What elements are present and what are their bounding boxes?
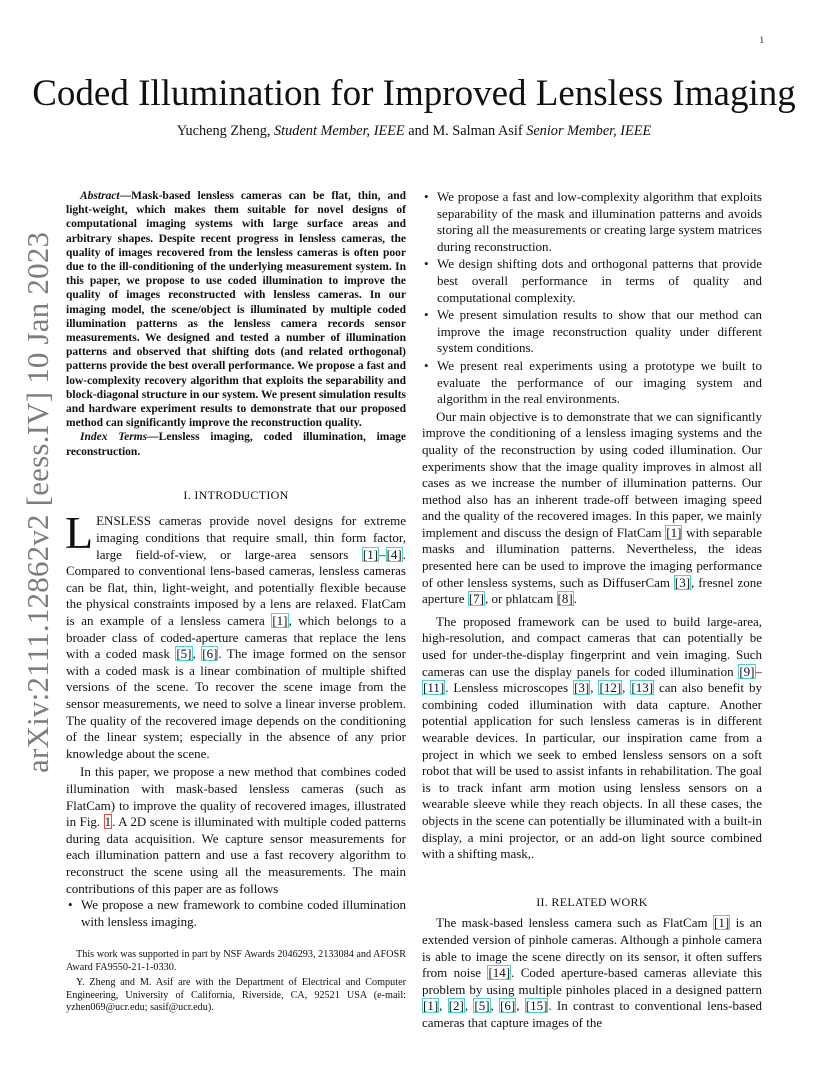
intro-paragraph-3 <box>422 409 762 608</box>
text-span: , or phlatcam <box>485 591 557 607</box>
citation-link[interactable]: [4] <box>386 546 402 562</box>
citation-link[interactable]: [2] <box>448 998 464 1014</box>
index-terms <box>66 430 406 458</box>
right-column <box>422 189 762 1032</box>
citation-link[interactable]: [11] <box>423 680 445 696</box>
text-span: , which belongs to a broader class of coded-aperture cameras that replace the lens with a coded mask <box>66 613 407 662</box>
arxiv-stamp: arXiv:2111.12862v2 [eess.IV] 10 Jan 2023 <box>20 231 55 773</box>
citation-link[interactable]: [15] <box>525 998 548 1014</box>
text-span: is an extended version of pinhole cameras. Although a pinhole camera is able to image the scene directly on its sensor, it often suffers from noise <box>422 915 762 981</box>
citation-link[interactable]: [9] <box>739 663 755 679</box>
citation-link[interactable]: [5] <box>176 646 192 662</box>
index-terms-label: Index Terms <box>80 431 148 444</box>
abstract-label: Abstract <box>80 190 120 202</box>
text-span: , <box>622 680 631 696</box>
citation-link[interactable]: [13] <box>631 680 654 696</box>
text-span: – <box>379 546 386 562</box>
text-span: . Coded aperture-based cameras alleviate this problem by using multiple pinholes placed in a designed pattern <box>422 965 762 997</box>
author-line <box>0 122 828 140</box>
citation-link[interactable]: [1] <box>423 998 439 1014</box>
citation-link[interactable]: [3] <box>574 680 590 696</box>
citation-link[interactable]: [1] <box>714 915 730 931</box>
author-1-role: Student Member, IEEE <box>274 123 405 139</box>
text-span: , <box>590 680 599 696</box>
text-span: with separable masks and illumination patterns. Nevertheless, the ideas presented here can be used to improve the imaging performance of other lensless systems, such as DiffuserCam <box>422 524 762 590</box>
contribution-list-continued <box>422 189 762 408</box>
text-span: ENSLESS cameras provide novel designs for extreme imaging conditions that require small, thin form factor, large field-of-view, or large-area sensors <box>96 513 406 562</box>
contribution-item: • We present real experiments using a prototype we built to evaluate the performance of our imaging system and algorithm in the real environments. <box>422 358 762 408</box>
abstract-text: —Mask-based lensless cameras can be flat, thin, and light-weight, which makes them suitable for novel designs of computational imaging systems with large surface areas and arbitrary shapes. Despite recent progress in lensless cameras, the quality of images recovered from the lensless cameras is often poor due to the ill-conditioning of the underlying measurement system. In this paper, we propose to use coded illumination to improve the quality of images reconstructed with lensless cameras. In our imaging model, the scene/object is illuminated by multiple coded illumination patterns as the lensless camera records sensor measurements. We designed and tested a number of illumination patterns and observed that shifting dots (and related orthogonal) patterns provide the best overall performance. We propose a fast and low-complexity recovery algorithm that exploits the separability and block-diagonal structure in our system. We present simulation results and hardware experiment results to demonstrate that our proposed method can significantly improve the reconstruction quality. <box>66 190 406 430</box>
index-terms-text: —Lensless imaging, coded illumination, image reconstruction. <box>66 431 406 458</box>
text-span: . The image formed on the sensor with a coded mask is a linear combination of multiple shifted versions of the scene. To recover the scene image from the sensor measurements, we need to solve a linear inverse problem. The quality of the recovered image depends on the conditioning of the linear system; especially in the absence of any prior knowledge about the scene. <box>66 646 406 761</box>
citation-link[interactable]: [3] <box>674 574 691 590</box>
text-span: , <box>439 998 448 1014</box>
contribution-item: • We present simulation results to show that our method can improve the image reconstruction quality under different system conditions. <box>422 307 762 357</box>
citation-link[interactable]: [14] <box>488 965 511 981</box>
left-column <box>66 189 406 931</box>
affiliation-note: Y. Zheng and M. Asif are with the Department of Electrical and Computer Engineering, University of California, Riverside, CA, 92521 USA (e-mail: yzhen069@ucr.edu; sasif@ucr.edu). <box>66 977 406 1014</box>
author-2-role: Senior Member, IEEE <box>526 123 652 139</box>
drop-cap: L <box>65 507 94 559</box>
text-span: . A 2D scene is illuminated with multiple coded patterns during data acquisition. We capture sensor measurements for each illumination pattern and use a fast recovery algorithm to reconstruct the scene using all the measurements. The main contributions of this paper are as follows <box>66 814 406 896</box>
text-span: . Compared to conventional lens-based cameras, lensless cameras can be flat, thin, light-weight, and potentially flexible because the physical constraints imposed by a lens are relaxed. FlatCam is an example of a lensless camera <box>66 546 406 629</box>
intro-paragraph-1 <box>65 507 407 762</box>
text-span: In this paper, we propose a new method that combines coded illumination with mask-based lensless cameras (such as FlatCam) to improve the quality of recovered images, illustrated in Fig. <box>66 764 406 830</box>
author-1: Yucheng Zheng, <box>176 123 275 139</box>
intro-paragraph-2 <box>66 764 406 897</box>
text-span: . <box>573 591 577 607</box>
footnote <box>66 949 406 1018</box>
citation-link[interactable]: [6] <box>500 998 516 1014</box>
intro-paragraph-4 <box>422 614 762 863</box>
text-span: Our main objective is to demonstrate that we can significantly improve the conditioning of a lensless imaging systems and the quality of the reconstruction by using coded illumination. Our experiments show that the image quality improves in almost all cases as we increase the number of illumination patterns. Our method also has an inherent trade-off between imaging speed and the quality of the recovered images. In this paper, we mainly implement and discuss the design of FlatCam <box>422 408 762 540</box>
citation-link[interactable]: [6] <box>202 646 218 662</box>
figure-link[interactable]: 1 <box>104 814 112 830</box>
contribution-item: • We design shifting dots and orthogonal patterns that provide best overall performance in terms of quality and computational complexity. <box>422 256 762 306</box>
author-2: and M. Salman Asif <box>404 123 527 139</box>
text-span: , <box>490 998 500 1014</box>
text-span: . Lensless microscopes <box>445 680 574 696</box>
citation-link[interactable]: [1] <box>272 613 288 629</box>
related-work-paragraph-1 <box>422 915 762 1031</box>
contribution-item: • We propose a new framework to combine coded illumination with lensless imaging. <box>66 897 406 930</box>
text-span: , <box>516 998 525 1014</box>
text-span: The mask-based lensless camera such as FlatCam <box>436 915 714 931</box>
section-heading-related-work: II. RELATED WORK <box>536 894 648 909</box>
citation-link[interactable]: [5] <box>474 998 490 1014</box>
paper-title: Coded Illumination for Improved Lensless Imaging <box>32 73 796 114</box>
citation-link[interactable]: [12] <box>599 680 622 696</box>
section-heading-introduction: I. INTRODUCTION <box>183 487 289 502</box>
text-span: The proposed framework can be used to build large-area, high-resolution, and compact cameras that can potentially be used for under-the-display fingerprint and vein imaging. Such cameras can use the display panels for coded illumination <box>422 613 762 679</box>
contribution-list <box>66 897 406 930</box>
citation-link[interactable]: [8] <box>557 591 573 607</box>
funding-note: This work was supported in part by NSF Awards 2046293, 2133084 and AFOSR Award FA9550-21-1-0330. <box>66 949 406 973</box>
text-span: . In contrast to conventional lens-based cameras that capture images of the <box>422 998 763 1030</box>
text-span: , <box>464 998 474 1014</box>
citation-link[interactable]: [1] <box>666 524 682 540</box>
text-span: , fresnel zone aperture <box>422 574 762 607</box>
page-number: 1 <box>759 35 764 45</box>
text-span: can also benefit by combining coded illumination with data capture. Another potential application for such lensless cameras is in different wearable devices. In particular, our inspiration came from a project in which we seek to embed lensless sensors on a soft robot that will be used to assist infants in rehabilitation. The goal is to track infant arm motion using lensless sensors on a wearable sleeve while they reach objects. In all these cases, the objects in the scene can potentially be illuminated with a built-in display, a mini projector, or an add-on light source combined with a shifting mask,. <box>422 680 762 862</box>
contribution-item: • We propose a fast and low-complexity algorithm that exploits separability of the mask and illumination patterns and avoids storing all the measurements or creating large system matrices during reconstruction. <box>422 189 762 255</box>
citation-link[interactable]: [1] <box>362 546 379 562</box>
text-span: , <box>192 646 202 662</box>
abstract <box>66 189 406 430</box>
citation-link[interactable]: [7] <box>468 591 485 607</box>
text-span: – <box>755 663 762 679</box>
